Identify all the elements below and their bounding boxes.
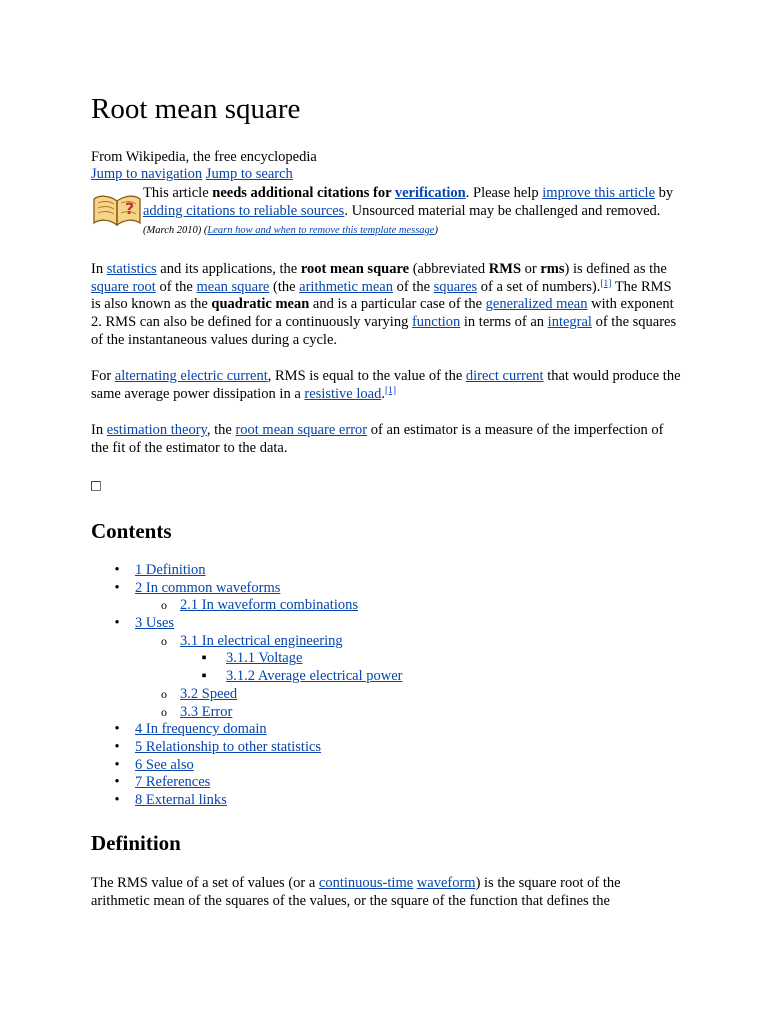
integral-link[interactable]: integral — [547, 314, 592, 331]
toc-item — [91, 721, 591, 739]
broken-image-icon — [91, 481, 101, 491]
square-root-link[interactable]: square root — [91, 278, 156, 295]
toc-item — [91, 650, 591, 668]
toc-link[interactable]: 2 In common waveforms — [135, 579, 281, 596]
toc-link[interactable]: 5 Relationship to other statistics — [135, 738, 322, 755]
toc-bullet: o — [161, 598, 167, 613]
root-mean-square-error-link[interactable]: root mean square error — [235, 422, 368, 438]
toc-item — [91, 792, 591, 810]
toc-item — [91, 686, 591, 704]
toc-link[interactable]: 3.3 Error — [180, 703, 233, 720]
toc-item — [91, 774, 591, 792]
statistics-link[interactable]: statistics — [106, 261, 157, 277]
arithmetic-mean-link[interactable]: arithmetic mean — [299, 278, 393, 295]
definition-paragraph: The RMS value of a set of values (or a continuous-time waveform) is the square root of the arithmetic mean of the squares of the values, or the square of the function that defines the — [91, 875, 621, 909]
toc-item — [91, 704, 591, 722]
toc-bullet: • — [114, 774, 120, 791]
notice-text: This article needs additional citations for verification. Please help improve this article by adding citations to reliable sources. Unsourced material may be challenged and removed. (March 2010) (Learn how and when to remove this template message) — [143, 185, 674, 236]
toc-bullet: • — [114, 738, 120, 755]
toc-bullet: • — [114, 721, 120, 738]
toc-link[interactable]: 6 See also — [135, 756, 194, 773]
toc-bullet: o — [161, 633, 167, 648]
toc-item — [91, 580, 591, 598]
definition-heading: Definition — [91, 831, 181, 855]
book-question-icon — [92, 192, 142, 228]
toc-item — [91, 668, 591, 686]
toc-link[interactable]: 1 Definition — [135, 562, 206, 578]
jump-to-navigation-link[interactable]: Jump to navigation — [91, 166, 203, 182]
notice-date: (March 2010) — [143, 225, 204, 236]
table-of-contents — [91, 562, 591, 810]
svg-text:?: ? — [125, 199, 135, 218]
toc-link[interactable]: 4 In frequency domain — [135, 721, 267, 738]
alternating-current-link[interactable]: alternating electric current — [114, 368, 268, 384]
remove-template-message-link[interactable]: Learn how and when to remove this template message — [207, 225, 435, 236]
toc-link[interactable]: 3.2 Speed — [180, 685, 238, 702]
jump-to-search-link[interactable]: Jump to search — [205, 166, 293, 182]
continuous-time-link[interactable]: continuous-time — [318, 875, 414, 891]
toc-bullet: ▪ — [201, 668, 207, 685]
article-header — [91, 149, 317, 183]
toc-link[interactable]: 3.1.1 Voltage — [226, 650, 303, 667]
function-link[interactable]: function — [411, 314, 461, 331]
tagline: From Wikipedia, the free encyclopedia — [91, 149, 317, 165]
toc-bullet: • — [114, 562, 120, 578]
toc-link[interactable]: 2.1 In waveform combinations — [180, 597, 358, 614]
toc-bullet: o — [161, 686, 167, 701]
toc-bullet: • — [114, 579, 120, 596]
waveform-link[interactable]: waveform — [416, 875, 476, 891]
toc-item — [91, 757, 591, 775]
jump-links — [91, 166, 317, 183]
toc-item — [91, 633, 591, 651]
reference-1-link[interactable]: [1] — [384, 385, 397, 396]
toc-link[interactable]: 3.1 In electrical engineering — [180, 632, 343, 649]
adding-citations-link[interactable]: adding citations to reliable sources — [143, 203, 345, 219]
toc-bullet: • — [114, 791, 120, 808]
toc-bullet: ▪ — [201, 650, 207, 667]
reference-1-link[interactable]: [1] — [600, 278, 612, 289]
intro-paragraph-1: In statistics and its applications, the root mean square (abbreviated RMS or rms) is defined as the square root of the mean square (the arithmetic mean of the squares of a set of numbers).[1] The RMS is also known as the quadratic mean and is a particular case of the generalized mean with exponent 2. RMS can also be defined for a continuously varying function in terms of an integral of the squares of the instantaneous values during a cycle. — [91, 261, 677, 348]
toc-item — [91, 597, 591, 615]
direct-current-link[interactable]: direct current — [465, 368, 544, 384]
toc-bullet: • — [114, 756, 120, 773]
improve-article-link[interactable]: improve this article — [542, 185, 656, 201]
toc-item — [91, 739, 591, 757]
contents-heading: Contents — [91, 519, 172, 543]
estimation-theory-link[interactable]: estimation theory — [106, 422, 207, 438]
resistive-load-link[interactable]: resistive load — [304, 385, 382, 402]
intro-paragraph-2: For alternating electric current, RMS is equal to the value of the direct current that would produce the same average power dissipation in a resistive load.[1] — [91, 368, 681, 402]
intro-paragraph-3: In estimation theory, the root mean square error of an estimator is a measure of the imperfection of the fit of the estimator to the data. — [91, 422, 664, 456]
generalized-mean-link[interactable]: generalized mean — [485, 296, 588, 313]
toc-bullet: • — [114, 615, 120, 632]
toc-link[interactable]: 3.1.2 Average electrical power — [226, 668, 403, 685]
verification-link[interactable]: verification — [394, 185, 466, 201]
toc-item — [91, 615, 591, 633]
toc-link[interactable]: 3 Uses — [135, 615, 175, 632]
page-title: Root mean square — [91, 93, 301, 125]
toc-link[interactable]: 7 References — [135, 774, 211, 791]
squares-link[interactable]: squares — [433, 278, 478, 295]
toc-link[interactable]: 8 External links — [135, 791, 227, 808]
toc-bullet: o — [161, 704, 167, 719]
toc-item — [91, 562, 591, 580]
mean-square-link[interactable]: mean square — [196, 278, 270, 295]
